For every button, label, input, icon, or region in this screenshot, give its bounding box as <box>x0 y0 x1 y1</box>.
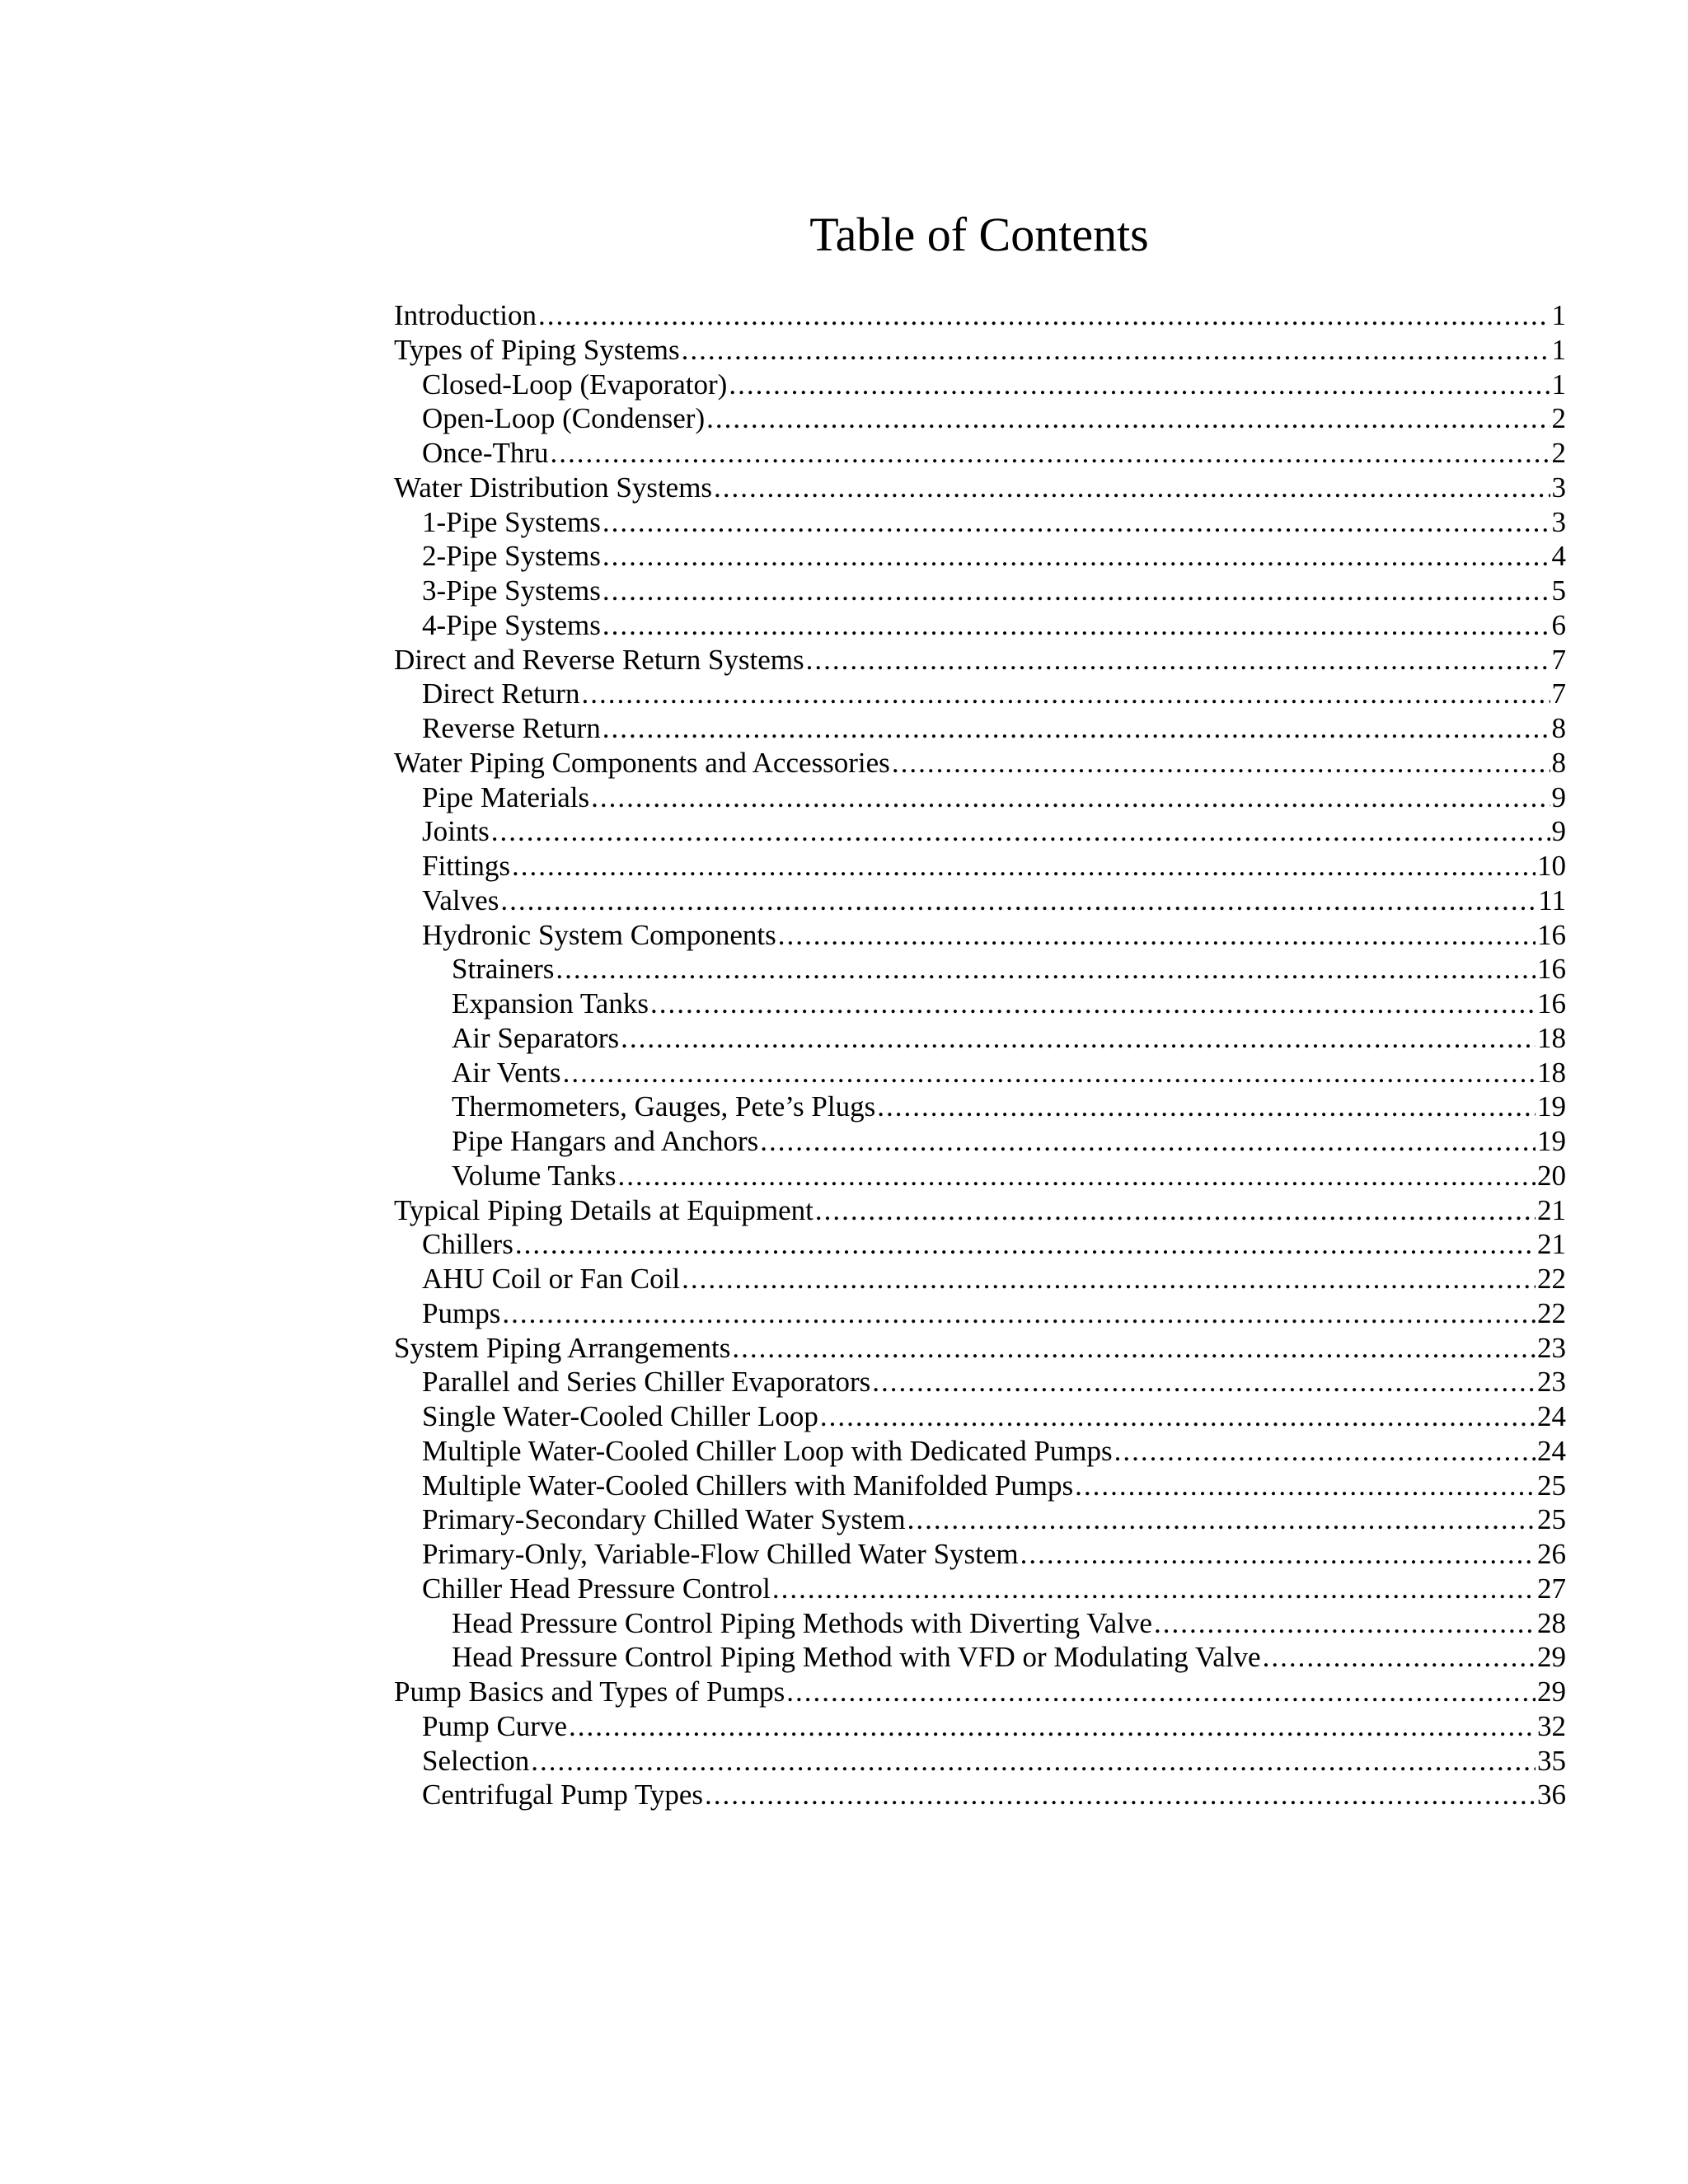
toc-entry-label: Types of Piping Systems <box>394 333 680 366</box>
dot-leader <box>872 1365 1536 1399</box>
toc-entry[interactable] <box>394 1675 1566 1709</box>
dot-leader <box>551 436 1550 471</box>
toc-entry[interactable] <box>394 505 1566 540</box>
toc-entry[interactable] <box>394 1640 1566 1675</box>
toc-entry-label: Open-Loop (Condenser) <box>422 402 706 435</box>
toc-entry-label: Centrifugal Pump Types <box>422 1779 704 1811</box>
toc-entry-page-number: 25 <box>1537 1503 1566 1536</box>
toc-entry-label: Primary-Secondary Chilled Water System <box>422 1503 906 1536</box>
toc-entry[interactable] <box>394 780 1566 815</box>
toc-entry-page-number: 29 <box>1537 1641 1566 1674</box>
toc-entry-page-number: 2 <box>1551 402 1566 435</box>
toc-entry-page-number: 16 <box>1537 953 1566 986</box>
toc-entry[interactable] <box>394 1572 1566 1606</box>
dot-leader <box>877 1090 1536 1124</box>
dot-leader <box>569 1709 1536 1744</box>
toc-entry-label: Fittings <box>422 850 510 882</box>
toc-entry-page-number: 4 <box>1551 540 1566 573</box>
toc-entry-label: Direct Return <box>422 677 580 710</box>
dot-leader <box>603 574 1550 608</box>
dot-leader <box>1075 1469 1536 1503</box>
toc-entry-label: Closed-Loop (Evaporator) <box>422 368 728 401</box>
toc-entry[interactable] <box>394 987 1566 1021</box>
dot-leader <box>502 1296 1536 1331</box>
toc-entry[interactable] <box>394 1469 1566 1503</box>
dot-leader <box>603 505 1550 540</box>
toc-entry[interactable] <box>394 608 1566 643</box>
toc-entry[interactable] <box>394 849 1566 883</box>
toc-entry[interactable] <box>394 1778 1566 1812</box>
toc-entry-label: Once-Thru <box>422 437 549 469</box>
toc-entry-label: Multiple Water-Cooled Chiller Loop with Dedicated Pumps <box>422 1434 1113 1467</box>
dot-leader <box>732 1331 1536 1366</box>
toc-entry-page-number: 19 <box>1537 1090 1566 1123</box>
dot-leader <box>591 780 1550 815</box>
dot-leader <box>714 471 1550 505</box>
toc-entry-label: Multiple Water-Cooled Chillers with Manifolded Pumps <box>422 1469 1074 1502</box>
toc-entry-label: Air Separators <box>452 1021 620 1054</box>
toc-entry-page-number: 28 <box>1537 1606 1566 1639</box>
toc-entry[interactable] <box>394 883 1566 918</box>
toc-entry-page-number: 22 <box>1537 1296 1566 1329</box>
dot-leader <box>563 1056 1536 1090</box>
toc-entry-label: System Piping Arrangements <box>394 1331 731 1364</box>
dot-leader <box>892 746 1550 780</box>
toc-entry[interactable] <box>394 1124 1566 1159</box>
toc-entry[interactable] <box>394 1606 1566 1641</box>
dot-leader <box>760 1124 1536 1159</box>
toc-entry-page-number: 26 <box>1537 1538 1566 1570</box>
dot-leader <box>705 1778 1536 1812</box>
toc-entry-label: Typical Piping Details at Equipment <box>394 1193 814 1226</box>
toc-entry[interactable] <box>394 711 1566 746</box>
toc-entry-page-number: 35 <box>1537 1744 1566 1777</box>
toc-entry[interactable] <box>394 1502 1566 1537</box>
toc-entry-label: Pump Curve <box>422 1709 567 1742</box>
dot-leader <box>1263 1640 1536 1675</box>
toc-entry-page-number: 19 <box>1537 1125 1566 1157</box>
dot-leader <box>806 643 1550 677</box>
toc-entry[interactable] <box>394 1021 1566 1056</box>
toc-entry-label: 1-Pipe Systems <box>422 505 601 538</box>
toc-entry[interactable] <box>394 1159 1566 1193</box>
dot-leader <box>729 368 1550 402</box>
dot-leader <box>515 1227 1536 1262</box>
dot-leader <box>531 1744 1536 1779</box>
toc-entry-label: Reverse Return <box>422 712 601 744</box>
toc-entry[interactable] <box>394 1193 1566 1228</box>
toc-entry[interactable] <box>394 1296 1566 1331</box>
toc-entry[interactable] <box>394 1709 1566 1744</box>
dot-leader <box>650 987 1536 1021</box>
toc-entry[interactable] <box>394 298 1566 333</box>
dot-leader <box>512 849 1536 883</box>
dot-leader <box>617 1159 1536 1193</box>
toc-entry[interactable] <box>394 471 1566 505</box>
toc-entry-page-number: 6 <box>1551 608 1566 641</box>
toc-entry-page-number: 18 <box>1537 1021 1566 1054</box>
toc-entry-label: Chiller Head Pressure Control <box>422 1572 771 1605</box>
dot-leader <box>500 883 1536 918</box>
toc-entry-label: Joints <box>422 815 490 848</box>
dot-leader <box>682 1262 1536 1296</box>
dot-leader <box>491 814 1550 849</box>
toc-entry-page-number: 1 <box>1551 333 1566 366</box>
toc-entry-page-number: 7 <box>1551 643 1566 676</box>
toc-entry-label: Chillers <box>422 1228 513 1261</box>
toc-entry-page-number: 1 <box>1551 299 1566 331</box>
toc-entry[interactable] <box>394 1434 1566 1469</box>
toc-entry[interactable] <box>394 1365 1566 1399</box>
toc-entry-label: Parallel and Series Chiller Evaporators <box>422 1366 871 1399</box>
toc-entry[interactable] <box>394 436 1566 471</box>
dot-leader <box>538 298 1550 333</box>
toc-entry-label: Selection <box>422 1744 530 1777</box>
toc-entry-page-number: 27 <box>1537 1572 1566 1605</box>
dot-leader <box>778 918 1536 953</box>
table-of-contents <box>394 298 1566 1812</box>
dot-leader <box>682 333 1550 368</box>
toc-entry-label: Pump Basics and Types of Pumps <box>394 1675 785 1708</box>
toc-entry-page-number: 9 <box>1551 780 1566 813</box>
toc-entry[interactable] <box>394 574 1566 608</box>
dot-leader <box>815 1193 1536 1228</box>
toc-entry-label: Head Pressure Control Piping Method with VFD or Modulating Valve <box>452 1641 1261 1674</box>
toc-entry-page-number: 8 <box>1551 746 1566 779</box>
toc-entry[interactable] <box>394 1227 1566 1262</box>
page-title: Table of Contents <box>809 208 1149 261</box>
toc-entry-label: Thermometers, Gauges, Pete’s Plugs <box>452 1090 876 1123</box>
toc-entry-page-number: 21 <box>1537 1193 1566 1226</box>
toc-entry-page-number: 32 <box>1537 1709 1566 1742</box>
toc-entry-label: Pipe Hangars and Anchors <box>452 1125 759 1157</box>
toc-entry-page-number: 2 <box>1551 437 1566 469</box>
toc-entry-label: Expansion Tanks <box>452 987 649 1019</box>
toc-entry-page-number: 9 <box>1551 815 1566 848</box>
toc-entry-page-number: 24 <box>1537 1400 1566 1432</box>
toc-entry[interactable] <box>394 746 1566 780</box>
toc-entry-label: 4-Pipe Systems <box>422 608 601 641</box>
toc-entry-label: Water Distribution Systems <box>394 471 713 504</box>
toc-entry-page-number: 7 <box>1551 677 1566 710</box>
toc-entry-label: Direct and Reverse Return Systems <box>394 643 804 676</box>
dot-leader <box>706 401 1550 436</box>
toc-entry-page-number: 5 <box>1551 574 1566 607</box>
toc-entry-label: Volume Tanks <box>452 1159 617 1192</box>
toc-entry-page-number: 8 <box>1551 712 1566 744</box>
toc-entry-page-number: 18 <box>1537 1056 1566 1089</box>
toc-entry[interactable] <box>394 1262 1566 1296</box>
toc-entry-label: Pipe Materials <box>422 780 590 813</box>
toc-entry-page-number: 16 <box>1537 987 1566 1019</box>
toc-entry-page-number: 22 <box>1537 1263 1566 1295</box>
toc-entry-page-number: 25 <box>1537 1469 1566 1502</box>
toc-entry-page-number: 10 <box>1537 850 1566 882</box>
toc-entry[interactable] <box>394 1090 1566 1124</box>
toc-entry[interactable] <box>394 368 1566 402</box>
toc-entry[interactable] <box>394 539 1566 574</box>
toc-entry-page-number: 1 <box>1551 368 1566 401</box>
toc-entry[interactable] <box>394 401 1566 436</box>
toc-entry-page-number: 11 <box>1538 883 1566 916</box>
toc-entry-label: Valves <box>422 883 499 916</box>
toc-entry[interactable] <box>394 643 1566 677</box>
toc-entry-label: Introduction <box>394 299 537 331</box>
dot-leader <box>907 1502 1536 1537</box>
dot-leader <box>581 677 1550 711</box>
toc-entry-label: Single Water-Cooled Chiller Loop <box>422 1400 818 1432</box>
toc-entry[interactable] <box>394 1537 1566 1572</box>
toc-entry-label: 2-Pipe Systems <box>422 540 601 573</box>
dot-leader <box>621 1021 1536 1056</box>
dot-leader <box>603 711 1550 746</box>
toc-entry-page-number: 21 <box>1537 1228 1566 1261</box>
toc-entry[interactable] <box>394 677 1566 711</box>
dot-leader <box>556 952 1536 987</box>
toc-entry-label: Hydronic System Components <box>422 918 776 951</box>
toc-entry-label: Water Piping Components and Accessories <box>394 746 890 779</box>
toc-entry[interactable] <box>394 333 1566 368</box>
toc-entry-page-number: 23 <box>1537 1366 1566 1399</box>
toc-entry[interactable] <box>394 814 1566 849</box>
toc-entry-page-number: 3 <box>1551 471 1566 504</box>
dot-leader <box>603 608 1550 643</box>
toc-entry-label: 3-Pipe Systems <box>422 574 601 607</box>
toc-entry-page-number: 20 <box>1537 1159 1566 1192</box>
dot-leader <box>786 1675 1536 1709</box>
toc-entry-label: Pumps <box>422 1296 501 1329</box>
toc-entry-label: Head Pressure Control Piping Methods with Diverting Valve <box>452 1606 1152 1639</box>
toc-entry-label: AHU Coil or Fan Coil <box>422 1263 681 1295</box>
dot-leader <box>772 1572 1536 1606</box>
toc-entry-label: Strainers <box>452 953 555 986</box>
toc-entry-label: Primary-Only, Variable-Flow Chilled Water System <box>422 1538 1019 1570</box>
dot-leader <box>1020 1537 1536 1572</box>
toc-entry[interactable] <box>394 952 1566 987</box>
dot-leader <box>1154 1606 1536 1641</box>
toc-entry[interactable] <box>394 1744 1566 1779</box>
toc-entry-label: Air Vents <box>452 1056 561 1089</box>
dot-leader <box>820 1399 1536 1434</box>
toc-entry-page-number: 36 <box>1537 1779 1566 1811</box>
toc-entry-page-number: 24 <box>1537 1434 1566 1467</box>
dot-leader <box>603 539 1550 574</box>
toc-entry[interactable] <box>394 1399 1566 1434</box>
toc-entry[interactable] <box>394 918 1566 953</box>
toc-entry[interactable] <box>394 1331 1566 1366</box>
toc-entry-page-number: 16 <box>1537 918 1566 951</box>
toc-entry-page-number: 3 <box>1551 505 1566 538</box>
toc-entry-page-number: 23 <box>1537 1331 1566 1364</box>
toc-entry[interactable] <box>394 1056 1566 1090</box>
toc-entry-page-number: 29 <box>1537 1675 1566 1708</box>
dot-leader <box>1114 1434 1536 1469</box>
